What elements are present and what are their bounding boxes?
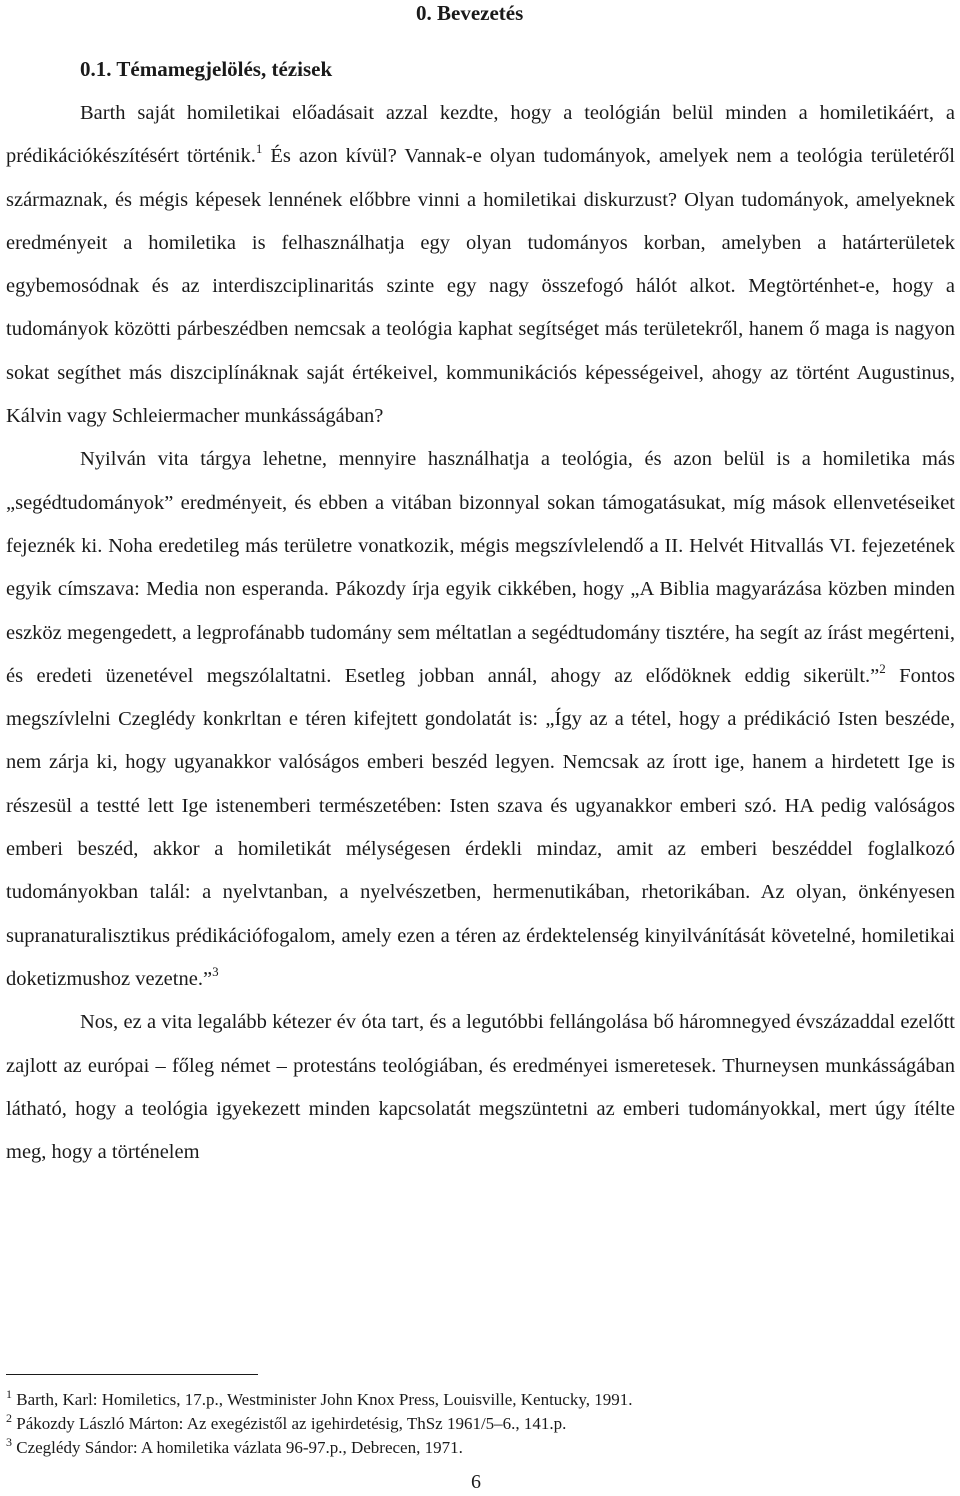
- page-number: 6: [471, 1471, 481, 1493]
- paragraph-1-part-a: Barth saját homiletikai előadásait azzal kezdte, hogy a teológián belül minden a homiletikáért, a prédikációkészítésért történik.: [6, 102, 955, 168]
- section-title: 0.1. Témamegjelölés, tézisek: [80, 57, 333, 81]
- paragraph-1-part-b: És azon kívül? Vannak-e olyan tudományok, amelyek nem a teológia területéről származnak, és mégis képesek lennének előbbre vinni a homiletikai diskurzust? Olyan tudományok, amelyeknek eredményeit a homiletika is felhasználhatja egy olyan tudományos korban, amelyben a határterületek egybemosódnak és az interdiszciplinaritás szinte egy nagy összefogó hálót alkot. Megtörténhet-e, hogy a tudományok közötti párbeszédben nemcsak a teológia kaphat segítséget más területekről, hanem ő maga is nagyon sokat segíthet más diszciplínáknak saját értékeivel, kommunikációs képességeivel, ahogy az történt Augustinus, Kálvin vagy Schleiermacher munkásságában?: [6, 145, 955, 428]
- document-page: [6, 0, 955, 1496]
- paragraph-2-part-b: Fontos megszívlelni Czeglédy konkrltan e téren kifejtett gondolatát is: „Így az a tétel, hogy a prédikáció Isten beszéde, nem zárja ki, hogy ugyanakkor valóságos emberi beszéd legyen. Nemcsak az írott ige, hanem a hirdetett Ige is részesül a testté lett Ige istenemberi természetében: Isten szava és ugyanakkor emberi szó. HA pedig valóságos emberi beszéd, akkor a homiletikát mélységesen érdekli mindaz, amit az emberi beszéddel foglalkozó tudományokban talál: a nyelvtanban, a nyelvészetben, hermenutikában, rhetorikában. Az olyan, önkényesen supranaturalisztikus prédikációfogalom, amely ezen a téren az érdektelenség kinyilvánítását követelné, homiletikai doketizmushoz vezetne.”: [6, 664, 956, 990]
- footnote-2: [6, 1412, 955, 1436]
- footnote-text: Pákozdy László Márton: Az exegézistől az igehirdetésig, ThSz 1961/5–6., 141.p.: [12, 1414, 567, 1433]
- footnote-1: [6, 1388, 955, 1412]
- footnotes: [6, 1388, 955, 1460]
- footnote-text: Barth, Karl: Homiletics, 17.p., Westminister John Knox Press, Louisville, Kentucky, 1991.: [12, 1390, 633, 1409]
- paragraph-2: [6, 438, 955, 1001]
- footnote-text: Czeglédy Sándor: A homiletika vázlata 96-97.p., Debrecen, 1971.: [12, 1438, 463, 1457]
- paragraph-1: [6, 92, 955, 438]
- footnote-ref-3[interactable]: 3: [212, 963, 219, 979]
- footnote-3: [6, 1436, 955, 1460]
- paragraph-3: [6, 1001, 955, 1174]
- footnote-ref-2[interactable]: 2: [879, 660, 886, 676]
- paragraph-3-text: Nos, ez a vita legalább kétezer év óta tart, és a legutóbbi fellángolása bő háromnegyed évszázaddal ezelőtt zajlott az európai – főleg német – protestáns teológiában, és eredményei ismeretesek. Thurneysen munkásságában látható, hogy a teológia igyekezett minden kapcsolatát megszüntetni az emberi tudományokkal, mert úgy ítélte meg, hogy a történelem: [6, 1011, 955, 1164]
- paragraph-2-part-a: Nyilván vita tárgya lehetne, mennyire használhatja a teológia, és azon belül is a homiletika más „segédtudományok” eredményeit, és ebben a vitában bizonnyal sokan támogatásukat, míg mások ellenvetéseiket fejeznék ki. Noha eredetileg más területre vonatkozik, mégis megszívlelendő a II. Helvét Hitvallás VI. fejezetének egyik címszava: Media non esperanda. Pákozdy írja egyik cikkében, hogy „A Biblia magyarázása közben minden eszköz megengedett, a legprofánabb tudomány sem méltatlan a segédtudomány tisztére, ha segít az írást megérteni, és eredeti üzenetével megszólaltatni. Esetleg jobban annál, ahogy az elődöknek eddig sikerült.”: [6, 448, 955, 687]
- footnote-number: 2: [6, 1411, 12, 1425]
- footnote-divider: [6, 1374, 258, 1375]
- chapter-title: 0. Bevezetés: [416, 1, 524, 25]
- footnote-number: 1: [6, 1387, 12, 1401]
- body-text: [6, 92, 955, 1174]
- footnote-number: 3: [6, 1435, 12, 1449]
- footnote-ref-1[interactable]: 1: [255, 141, 263, 157]
